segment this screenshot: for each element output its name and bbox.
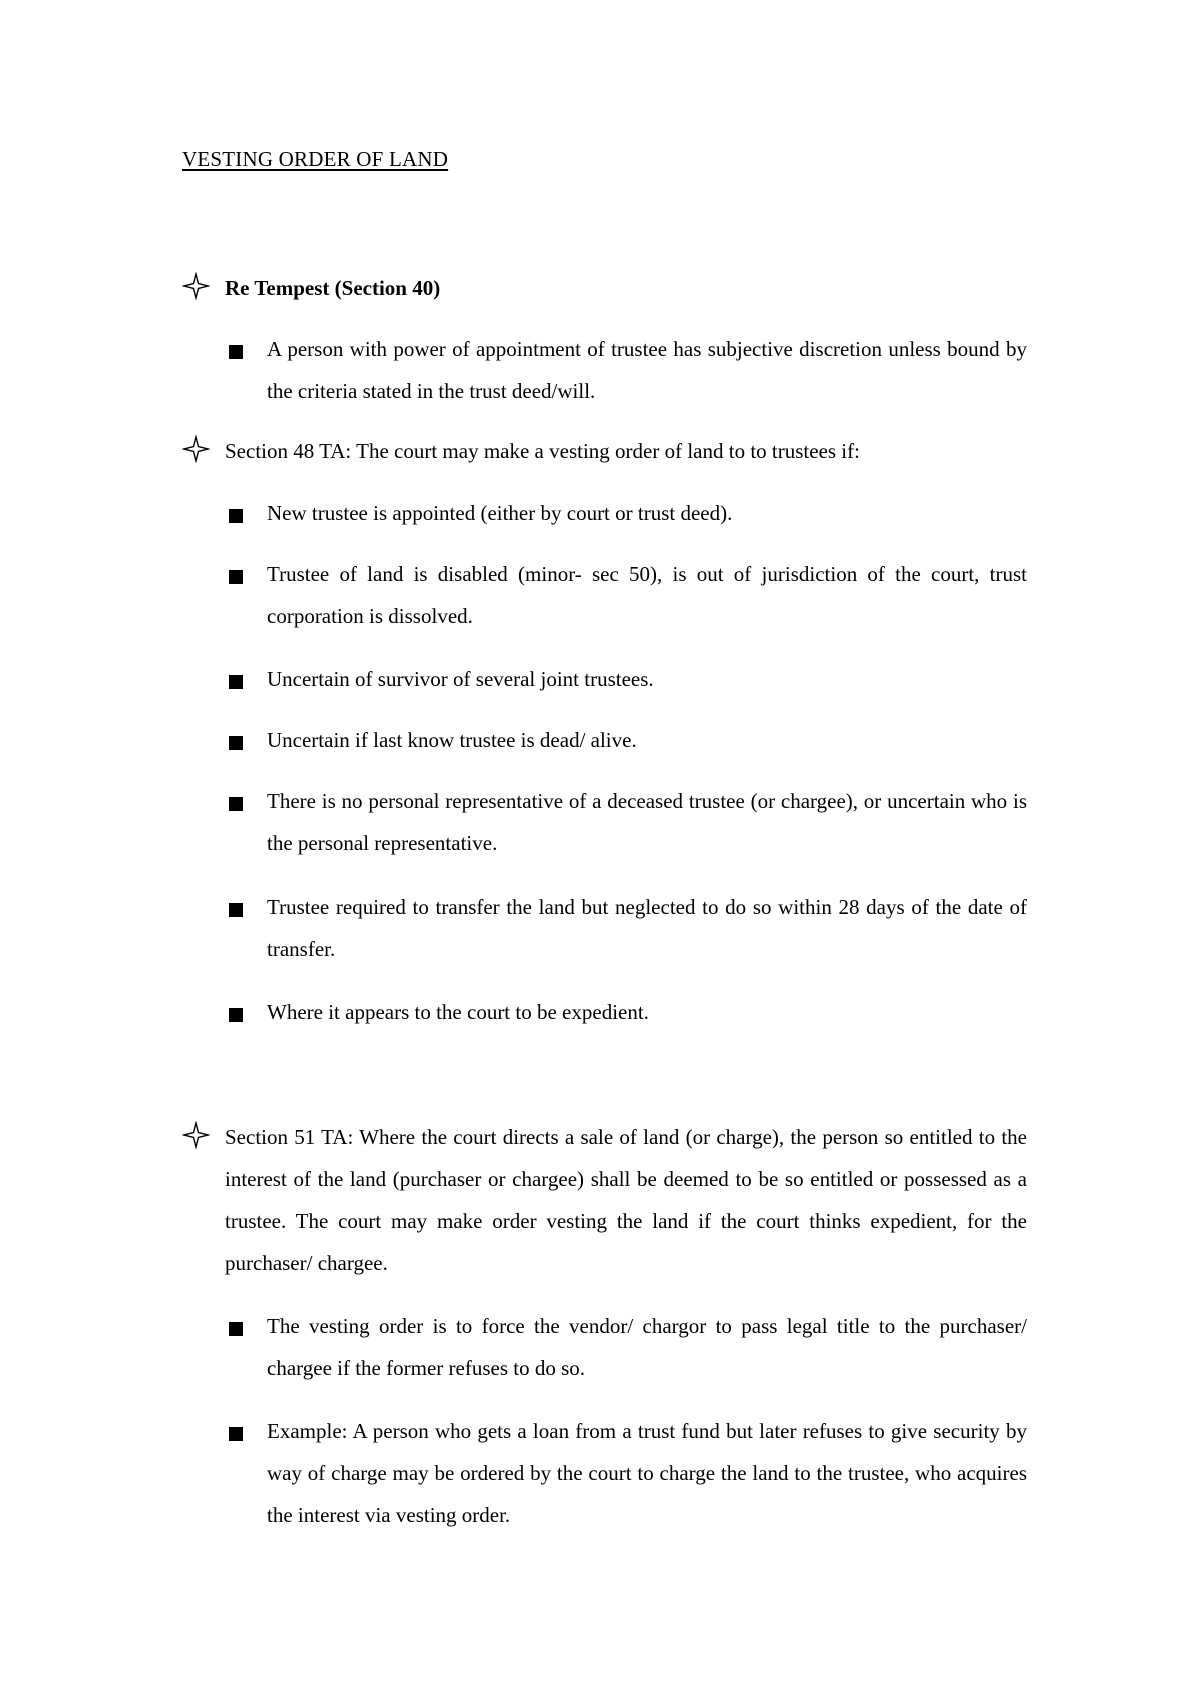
list-item-text: The vesting order is to force the vendor/ chargor to pass legal title to the purchaser/ chargee if the former refuses to do so.: [267, 1314, 1027, 1380]
section-51-ta: [182, 1123, 1027, 1284]
section-heading: Section 48 TA: The court may make a vesting order of land to to trustees if:: [225, 439, 860, 463]
square-bullet-icon: [229, 1427, 243, 1441]
square-bullet-icon: [229, 1008, 243, 1022]
list-item: [227, 998, 1027, 1033]
four-point-star-icon: [182, 272, 210, 300]
list-item-text: Where it appears to the court to be expedient.: [267, 1000, 649, 1024]
square-bullet-icon: [229, 570, 243, 584]
section-re-tempest: [182, 274, 1027, 309]
list-item-text: Example: A person who gets a loan from a trust fund but later refuses to give security by way of charge may be ordered by the court to charge the land to the trustee, who acquires the interest via vesting order.: [267, 1419, 1027, 1527]
square-bullet-icon: [229, 509, 243, 523]
list-item: [227, 1417, 1027, 1536]
square-bullet-icon: [229, 675, 243, 689]
section-heading: Section 51 TA: Where the court directs a sale of land (or charge), the person so entitled to the interest of the land (purchaser or chargee) shall be deemed to be so entitled or possessed as a trustee. The court may make order vesting the land if the court thinks expedient, for the purchaser/ chargee.: [225, 1125, 1027, 1275]
list-item-text: A person with power of appointment of trustee has subjective discretion unless bound by the criteria stated in the trust deed/will.: [267, 337, 1027, 403]
four-point-star-icon: [182, 435, 210, 463]
square-bullet-icon: [229, 345, 243, 359]
list-item: [227, 893, 1027, 970]
section-heading: Re Tempest (Section 40): [225, 276, 441, 300]
list-item-text: Trustee of land is disabled (minor- sec 50), is out of jurisdiction of the court, trust corporation is dissolved.: [267, 562, 1027, 628]
section-48-ta: [182, 437, 1027, 472]
list-item-text: There is no personal representative of a deceased trustee (or chargee), or uncertain who is the personal representative.: [267, 789, 1027, 855]
list-item-text: Trustee required to transfer the land but neglected to do so within 28 days of the date of transfer.: [267, 895, 1027, 961]
square-bullet-icon: [229, 1322, 243, 1336]
list-item: [227, 665, 1027, 700]
list-item-text: Uncertain of survivor of several joint trustees.: [267, 667, 654, 691]
square-bullet-icon: [229, 903, 243, 917]
page-title: VESTING ORDER OF LAND: [182, 147, 449, 171]
list-item: [227, 726, 1027, 761]
four-point-star-icon: [182, 1121, 210, 1149]
square-bullet-icon: [229, 797, 243, 811]
list-item-text: Uncertain if last know trustee is dead/ alive.: [267, 728, 637, 752]
list-item: [227, 560, 1027, 637]
list-item-text: New trustee is appointed (either by court or trust deed).: [267, 501, 733, 525]
list-item: [227, 1312, 1027, 1389]
list-item: [227, 499, 1027, 534]
list-item: [227, 787, 1027, 864]
list-item: [227, 335, 1027, 412]
square-bullet-icon: [229, 736, 243, 750]
